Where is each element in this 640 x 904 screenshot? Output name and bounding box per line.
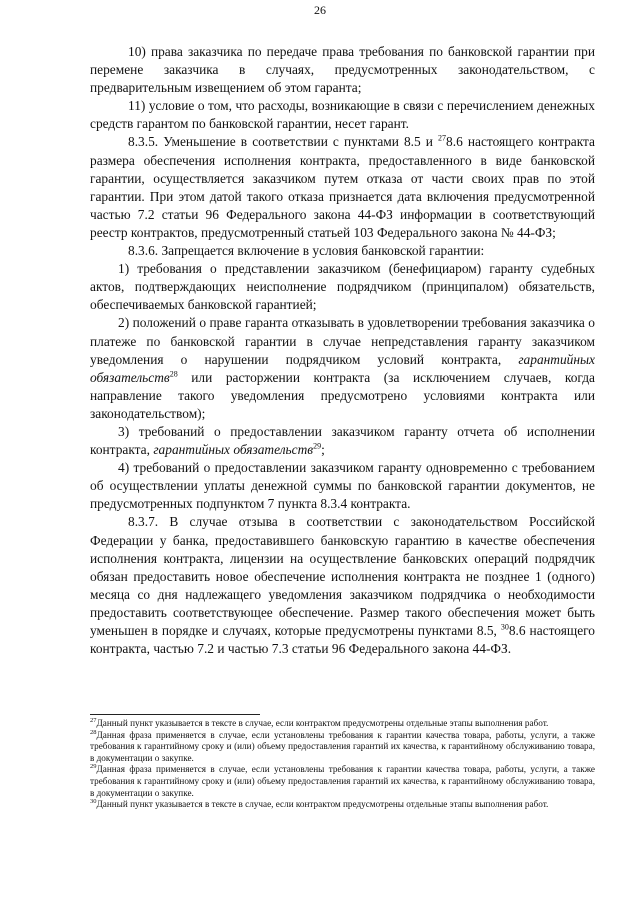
footnote-text: Данная фраза применяется в случае, если установлены требования к гарантии качества товара, работы, услуги, а также требования к гарантийному сроку и (или) объему предоставления гарантий их качества, к гарантийному обслуживанию товара, в документации о закупке. — [90, 764, 595, 798]
paragraph-text: 10) права заказчика по передаче права требования по банковской гарантии при перемене заказчика в случаях, предусмотренных законодательством, с предварительным извещением об этом гаранта; — [90, 44, 595, 96]
footnote-number: 30 — [90, 798, 97, 806]
footnote-text: Данный пункт указывается в тексте в случае, если контрактом предусмотрены отдельные этапы выполнения работ. — [96, 718, 549, 728]
footnote-28 — [90, 730, 595, 765]
paragraph-prohibition-2 — [90, 314, 595, 423]
paragraph-text: 2) положений о праве гаранта отказывать в удовлетворении требования заказчика о платеже по банковской гарантии в случае непредставления гаранту заказчиком уведомления о нарушении подрядчиком условий контракта, — [90, 315, 595, 367]
footnote-ref-30[interactable]: 30 — [500, 622, 509, 632]
footnote-ref-27[interactable]: 27 — [438, 134, 447, 143]
paragraph-prohibition-3 — [90, 423, 595, 459]
paragraph-text: ; — [321, 442, 325, 458]
footnote-27 — [90, 718, 595, 730]
document-body — [90, 43, 595, 658]
footnote-number: 29 — [90, 763, 97, 771]
paragraph-8-3-6 — [90, 242, 595, 260]
paragraph-text: 8.6 настоящего контракта размера обеспечения исполнения контракта, предоставленного в виде банковской гарантии, осуществляется заказчиком путем отказа от части своих прав по этой гарантии. При этом датой такого отказа признается дата включения предусмотренной частью 7.2 статьи 96 Федерального закона 44-ФЗ информации в соответствующий реестр контрактов, предусмотренный статьей 103 Федерального закона № 44-ФЗ; — [90, 134, 595, 240]
paragraph-text: 8.6 настоящего контракта, частью 7.2 и частью 7.3 статьи 96 Федерального закона 44-ФЗ. — [90, 623, 595, 657]
paragraph-text: 3) требований о предоставлении заказчиком гаранту отчета об исполнении контракта, — [90, 423, 595, 458]
paragraph-prohibition-1 — [90, 260, 595, 314]
footnote-ref-28[interactable]: 28 — [169, 369, 178, 379]
footnote-number: 28 — [90, 728, 97, 736]
footnote-separator — [90, 714, 260, 715]
page-number: 26 — [314, 3, 326, 17]
paragraph-text: 4) требований о предоставлении заказчиком гаранту одновременно с требованием об осуществлении уплаты денежной суммы по банковской гарантии документов, не предусмотренных подпунктом 7 пункта 8.3.4 контракта. — [90, 460, 595, 512]
paragraph-prohibition-4 — [90, 459, 595, 513]
paragraph-guarantee-item-10 — [90, 43, 595, 97]
paragraph-text: 8.3.5. Уменьшение в соответствии с пунктами 8.5 и — [128, 134, 439, 150]
italic-phrase: гарантийных обязательств — [153, 442, 314, 458]
paragraph-8-3-5 — [90, 133, 595, 242]
footnotes — [90, 718, 595, 811]
footnote-text: Данный пункт указывается в тексте в случае, если контрактом предусмотрены отдельные этапы выполнения работ. — [96, 799, 549, 810]
paragraph-8-3-7 — [90, 513, 595, 658]
paragraph-text: 1) требования о представлении заказчиком (бенефициаром) гаранту судебных актов, подтверждающих неисполнение подрядчиком (принципалом) обязательств, обеспечиваемых банковской гарантией; — [90, 261, 595, 313]
paragraph-text: 8.3.6. Запрещается включение в условия банковской гарантии: — [128, 243, 485, 259]
paragraph-text: 8.3.7. В случае отзыва в соответствии с законодательством Российской Федерации у банка, предоставившего банковскую гарантию в качестве обеспечения исполнения контракта, лицензии на осуществление банковских операций подрядчик обязан предоставить новое обеспечение исполнения контракта не позднее 1 (одного) месяца со дня надлежащего уведомления заказчиком подрядчика о необходимости предоставить соответствующее обеспечение. Размер такого обеспечения может быть уменьшен в порядке и случаях, которые предусмотрены пунктами 8.5, — [90, 514, 595, 638]
footnote-29 — [90, 764, 595, 799]
paragraph-text: или расторжении контракта (за исключением случаев, когда направление такого уведомления предусмотрено условиями контракта или законодательством); — [90, 369, 595, 421]
footnote-text: Данная фраза применяется в случае, если установлены требования к гарантии качества товара, работы, услуги, а также требования к гарантийному сроку и (или) объему предоставления гарантий их качества, к гарантийному обслуживанию товара, в документации о закупке. — [90, 729, 595, 763]
footnote-30 — [90, 799, 595, 811]
footnote-number: 27 — [90, 716, 97, 724]
paragraph-text: 11) условие о том, что расходы, возникающие в связи с перечислением денежных средств гарантом по банковской гарантии, несет гарант. — [90, 98, 595, 132]
paragraph-guarantee-item-11 — [90, 97, 595, 133]
italic-phrase: гарантийных обязательств — [90, 351, 595, 385]
footnote-ref-29[interactable]: 29 — [313, 441, 322, 451]
